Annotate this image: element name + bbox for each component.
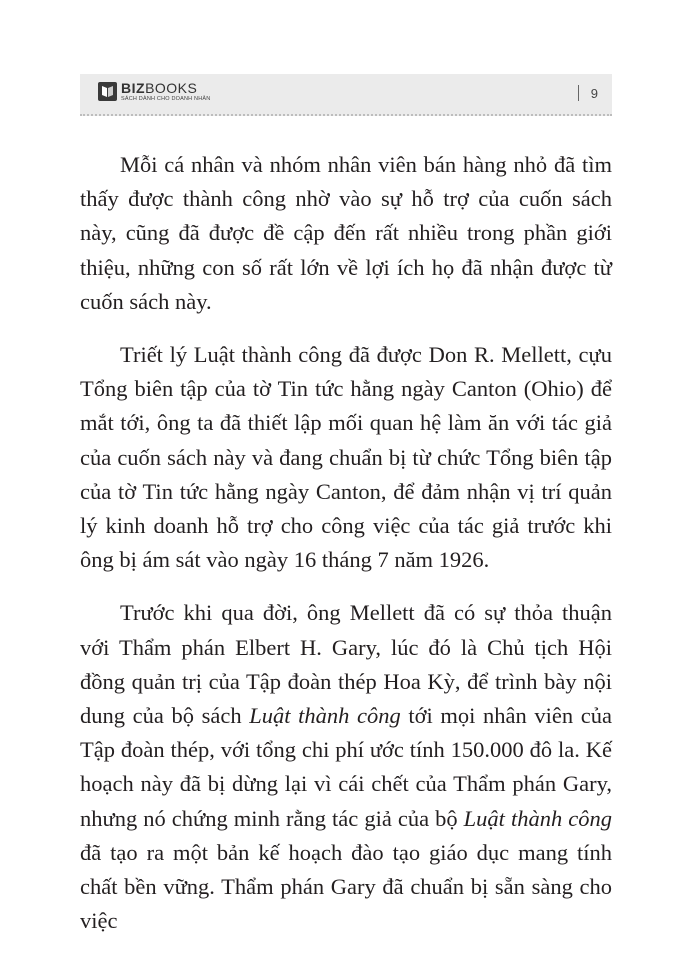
- page-number: 9: [590, 85, 598, 101]
- paragraph-3-text: đã tạo ra một bản kế hoạch đào tạo giáo dục mang tính chất bền vững. Thẩm phán Gary đã chuẩn bị sẵn sàng cho việc: [80, 839, 612, 934]
- paragraph-3: [80, 596, 612, 938]
- page-number-area: [578, 85, 598, 101]
- book-title-italic: Luật thành công: [249, 703, 401, 729]
- body-text: [80, 148, 612, 957]
- paragraph-1: Mỗi cá nhân và nhóm nhân viên bán hàng nhỏ đã tìm thấy được thành công nhờ vào sự hỗ trợ của cuốn sách này, cũng đã được đề cập đến rất nhiều trong phần giới thiệu, những con số rất lớn về lợi ích họ đã nhận được từ cuốn sách này.: [80, 152, 612, 314]
- page-number-divider: [578, 85, 579, 101]
- paragraph-3-text: Trước khi qua đời, ông Mellett đã có sự thỏa thuận với Thẩm phán Elbert H. Gary, lúc đó là Chủ tịch Hội đồng quản trị của Tập đoàn thép Hoa Kỳ, để trình bày nội dung của bộ sách: [80, 600, 612, 729]
- paragraph-2: Triết lý Luật thành công đã được Don R. Mellett, cựu Tổng biên tập của tờ Tin tức hằng ngày Canton (Ohio) để mắt tới, ông ta đã thiết lập mối quan hệ làm ăn với tác giả của cuốn sách này và đang chuẩn bị từ chức Tổng biên tập của tờ Tin tức hằng ngày Canton, để đảm nhận vị trí quản lý kinh doanh hỗ trợ cho công việc của tác giả trước khi ông bị ám sát vào ngày 16 tháng 7 năm 1926.: [80, 342, 612, 573]
- paragraph-3-text: tới mọi nhân viên của Tập đoàn thép, với tổng chi phí ước tính 150.000 đô la. Kế hoạch này đã bị dừng lại vì cái chết của Thẩm phán Gary, nhưng nó chứng minh rằng tác giả của bộ: [80, 703, 612, 831]
- bizbooks-logo: [98, 81, 210, 103]
- logo-tagline: SÁCH DÀNH CHO DOANH NHÂN: [121, 96, 211, 102]
- running-header: [80, 74, 612, 116]
- logo-name: BIZBOOKS: [121, 80, 198, 96]
- book-title-italic: Luật thành công: [463, 805, 612, 831]
- book-icon: [98, 82, 117, 101]
